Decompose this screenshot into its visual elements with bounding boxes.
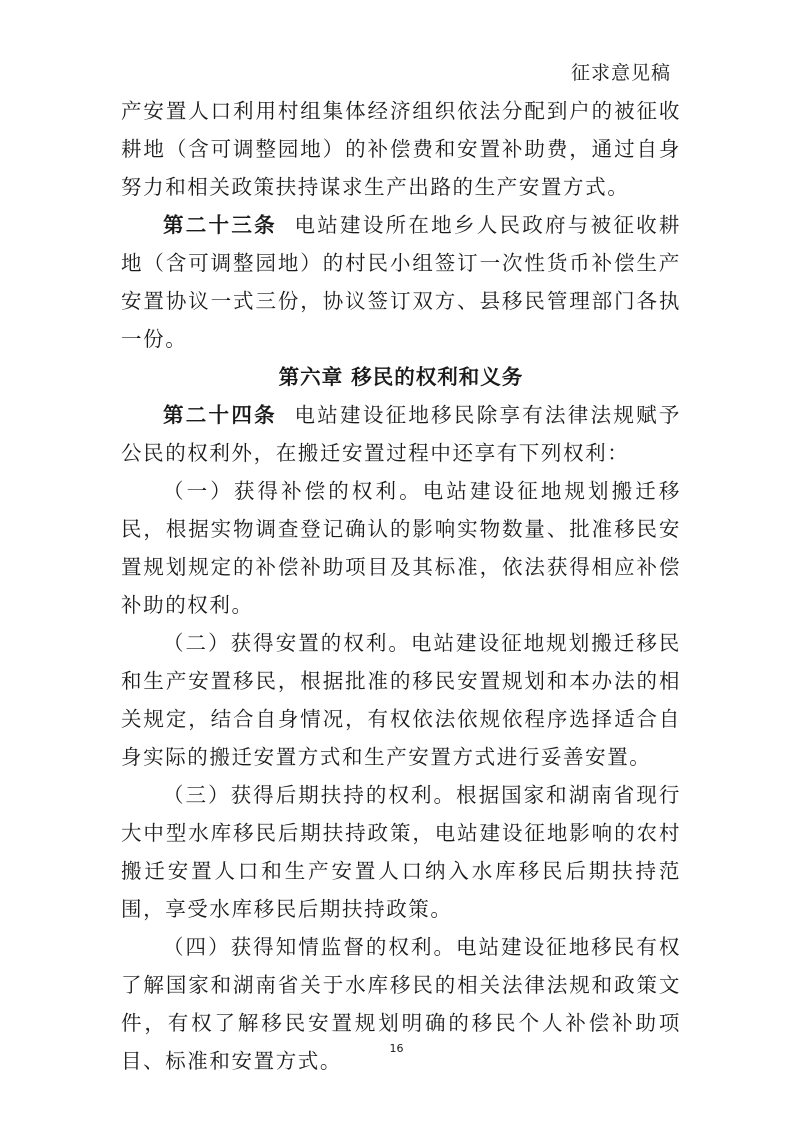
continuation-paragraph: 产安置人口利用村组集体经济组织依法分配到户的被征收耕地（含可调整园地）的补偿费和安置补助费，通过自身努力和相关政策扶持谋求生产出路的生产安置方式。 <box>121 99 681 199</box>
item-1-paragraph: （一）获得补偿的权利。电站建设征地规划搬迁移民，根据实物调查登记确认的影响实物数量、批准移民安置规划规定的补偿补助项目及其标准，依法获得相应补偿补助的权利。 <box>121 479 681 617</box>
item-2-paragraph: （二）获得安置的权利。电站建设征地规划搬迁移民和生产安置移民，根据批准的移民安置规划和本办法的相关规定，结合自身情况，有权依法依规依程序选择适合自身实际的搬迁安置方式和生产安置方式进行妥善安置。 <box>121 631 681 769</box>
article-23-paragraph <box>121 206 681 358</box>
document-body <box>121 92 681 1080</box>
draft-stamp: 征求意见稿 <box>570 62 671 84</box>
article-24-label: 第二十四条 <box>163 403 277 427</box>
item-3-paragraph: （三）获得后期扶持的权利。根据国家和湖南省现行大中型水库移民后期扶持政策，电站建设征地影响的农村搬迁安置人口和生产安置人口纳入水库移民后期扶持范围，享受水库移民后期扶持政策。 <box>121 783 681 921</box>
page-number: 16 <box>389 1042 404 1055</box>
article-24-paragraph <box>121 396 681 472</box>
article-23-text: 电站建设所在地乡人民政府与被征收耕地（含可调整园地）的村民小组签订一次性货币补偿生产安置协议一式三份，协议签订双方、县移民管理部门各执一份。 <box>121 213 682 351</box>
article-24-text: 电站建设征地移民除享有法律法规赋予公民的权利外，在搬迁安置过程中还享有下列权利： <box>121 403 682 465</box>
article-23-label: 第二十三条 <box>163 213 277 237</box>
item-4-paragraph: （四）获得知情监督的权利。电站建设征地移民有权了解国家和湖南省关于水库移民的相关法律法规和政策文件，有权了解移民安置规划明确的移民个人补偿补助项目、标准和安置方式。 <box>121 935 681 1073</box>
chapter-6-title: 第六章 移民的权利和义务 <box>278 365 524 389</box>
